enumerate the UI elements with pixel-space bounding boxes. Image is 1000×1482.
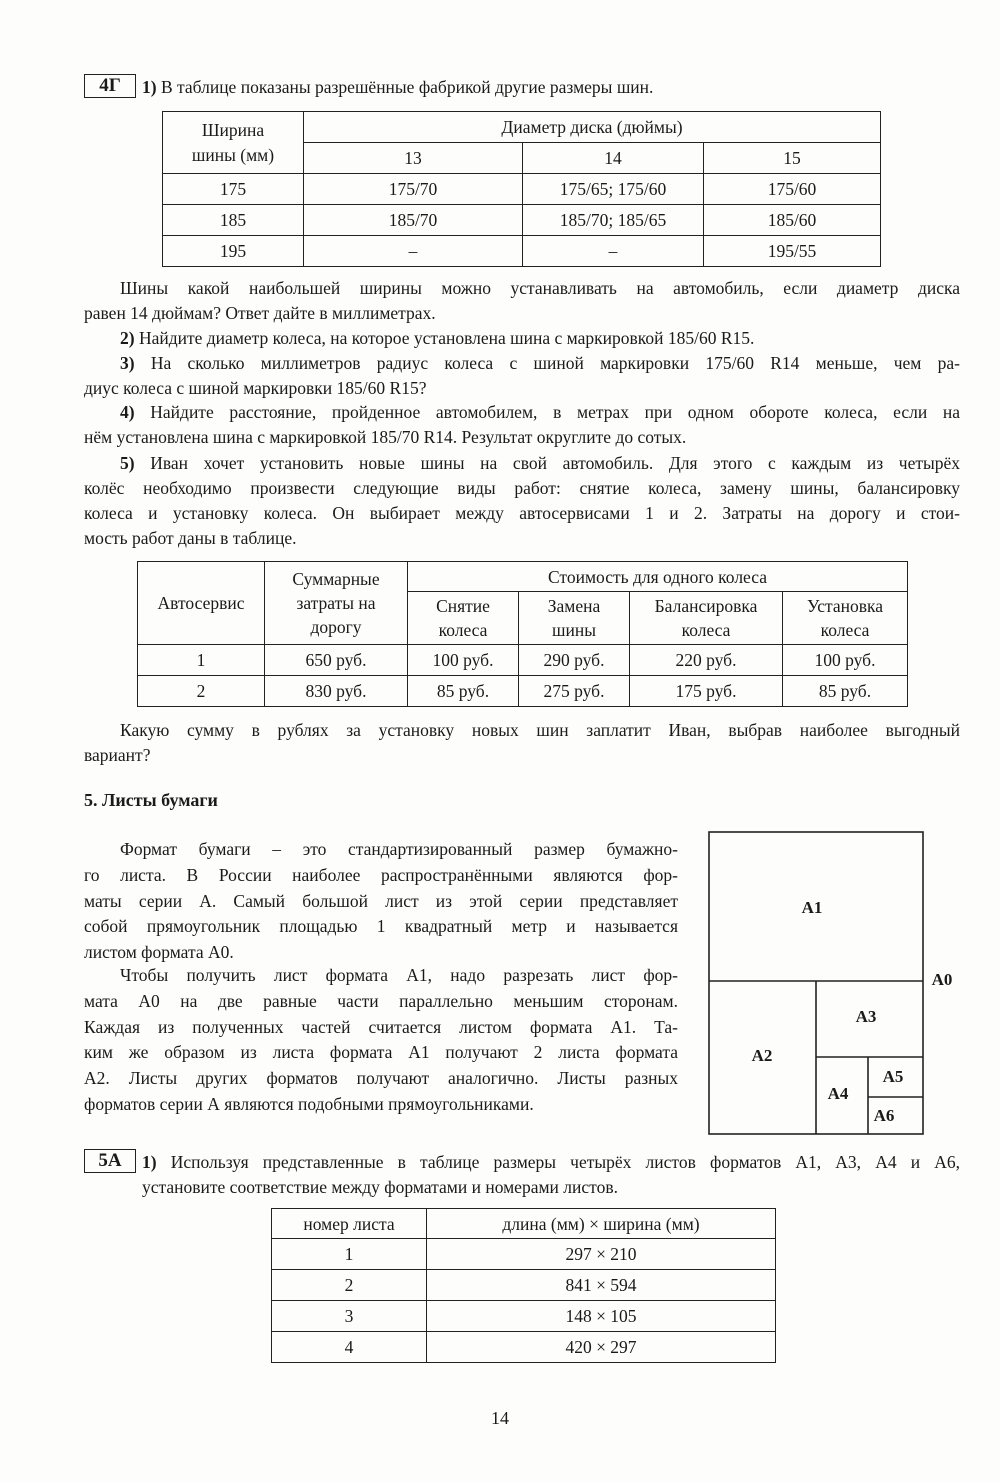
cell: 175 руб. bbox=[630, 676, 783, 707]
cell: 185/60 bbox=[704, 205, 881, 236]
balancing-header bbox=[630, 592, 783, 645]
table-row bbox=[272, 1301, 776, 1332]
cell: 2 bbox=[138, 676, 265, 707]
q3-text: На сколько миллиметров радиус колеса с шиной маркировки 175/60 R14 меньше, чем ра- bbox=[150, 353, 960, 373]
diameter-14: 14 bbox=[523, 143, 704, 174]
q1-question-line: равен 14 дюймам? Ответ дайте в миллиметрах. bbox=[84, 303, 436, 323]
q5-text-line: колёс необходимо произвести следующие виды работ: снятие колеса, замену шины, балансировку bbox=[84, 478, 960, 498]
header-line: колеса bbox=[438, 620, 488, 640]
para-line: Каждая из полученных частей считается листом формата А1. Та- bbox=[84, 1016, 678, 1037]
cell: 2 bbox=[272, 1270, 427, 1301]
replacement-header bbox=[519, 592, 630, 645]
cell: 841 × 594 bbox=[427, 1270, 776, 1301]
cell: 100 руб. bbox=[783, 645, 908, 676]
q1-text: В таблице показаны разрешённые фабрикой другие размеры шин. bbox=[160, 77, 654, 97]
table-row bbox=[163, 236, 881, 267]
table-row bbox=[272, 1239, 776, 1270]
label-a4: А4 bbox=[827, 1084, 849, 1103]
q1-number: 1) bbox=[142, 77, 157, 97]
task4g-q3 bbox=[120, 351, 960, 375]
cell: 148 × 105 bbox=[427, 1301, 776, 1332]
rim-diameter-header: Диаметр диска (дюймы) bbox=[304, 112, 881, 143]
table-row bbox=[163, 205, 881, 236]
header-line: Снятие bbox=[436, 596, 490, 616]
q1-text: Используя представленные в таблице размеры четырёх листов форматов А1, А3, А4 и А6, bbox=[170, 1152, 960, 1172]
service-costs-table bbox=[137, 561, 908, 707]
para-line: ким же образом из листа формата А1 получают 2 листа формата bbox=[84, 1042, 678, 1063]
sheet-size-header: длина (мм) × ширина (мм) bbox=[427, 1209, 776, 1239]
header-line: Балансировка bbox=[654, 596, 758, 616]
para-line: Формат бумаги – это стандартизированный размер бумажно- bbox=[120, 839, 678, 859]
label-a6: А6 bbox=[873, 1106, 895, 1125]
page-number: 14 bbox=[491, 1408, 509, 1428]
task4g-q5 bbox=[120, 451, 960, 475]
header-line: шины bbox=[552, 620, 596, 640]
diameter-15: 15 bbox=[704, 143, 881, 174]
service-header: Автосервис bbox=[138, 562, 265, 645]
diameter-13: 13 bbox=[304, 143, 523, 174]
label-a5: А5 bbox=[882, 1067, 904, 1086]
para-line: Чтобы получить лист формата А1, надо разрезать лист фор- bbox=[120, 965, 678, 985]
cell: – bbox=[523, 236, 704, 267]
paper-format-diagram bbox=[700, 825, 970, 1145]
cell: 220 руб. bbox=[630, 645, 783, 676]
section-heading: 5. Листы бумаги bbox=[84, 790, 218, 810]
task-tag-4g: 4Г bbox=[84, 74, 136, 98]
sheet-number-header: номер листа bbox=[272, 1209, 427, 1239]
q3-number: 3) bbox=[120, 353, 135, 373]
paragraph-1 bbox=[84, 837, 678, 966]
q5-question-line: Какую сумму в рублях за установку новых шин заплатит Иван, выбрав наиболее выгодный bbox=[120, 720, 960, 740]
cell: – bbox=[304, 236, 523, 267]
task4g-q1 bbox=[142, 75, 653, 99]
cell: 175/60 bbox=[704, 174, 881, 205]
header-line: колеса bbox=[820, 620, 870, 640]
header-line: шины (мм) bbox=[191, 144, 275, 165]
cell: 175/70 bbox=[304, 174, 523, 205]
cell: 4 bbox=[272, 1332, 427, 1363]
header-line: Установка bbox=[806, 596, 884, 616]
tire-width-header bbox=[163, 112, 304, 174]
q5-question-line: вариант? bbox=[84, 745, 151, 765]
task4g-q4 bbox=[120, 400, 960, 424]
q4-number: 4) bbox=[120, 402, 135, 422]
task-tag-5a: 5А bbox=[84, 1149, 136, 1173]
cell: 100 руб. bbox=[408, 645, 519, 676]
para-line: собой прямоугольник площадью 1 квадратный метр и называется bbox=[84, 916, 678, 937]
table-row bbox=[163, 174, 881, 205]
tire-sizes-table bbox=[162, 111, 881, 267]
q5-text: Иван хочет установить новые шины на свой автомобиль. Для этого с каждым из четырёх bbox=[150, 453, 961, 473]
q1-number: 1) bbox=[142, 1152, 157, 1172]
sheet-sizes-table bbox=[271, 1208, 776, 1363]
cell: 1 bbox=[272, 1239, 427, 1270]
cell: 3 bbox=[272, 1301, 427, 1332]
label-a3: А3 bbox=[855, 1007, 877, 1026]
header-line: Суммарные bbox=[292, 569, 380, 589]
q5-number: 5) bbox=[120, 453, 135, 473]
table-row bbox=[272, 1332, 776, 1363]
task5a-q1 bbox=[142, 1150, 960, 1175]
task4g-q2 bbox=[120, 326, 960, 350]
cell: 195 bbox=[163, 236, 304, 267]
installation-header bbox=[783, 592, 908, 645]
para-line: листом формата А0. bbox=[84, 942, 234, 963]
label-a0: А0 bbox=[931, 970, 953, 989]
header-line: затраты на bbox=[296, 593, 376, 613]
cell: 85 руб. bbox=[783, 676, 908, 707]
q2-number: 2) bbox=[120, 328, 135, 348]
para-line: форматов серии А являются подобными прямоугольниками. bbox=[84, 1093, 534, 1114]
para-line: го листа. В России наиболее распространёнными являются фор- bbox=[84, 864, 678, 885]
header-line: Ширина bbox=[201, 119, 265, 140]
label-a2: А2 bbox=[751, 1046, 773, 1065]
label-a1: А1 bbox=[801, 898, 823, 917]
cell: 650 руб. bbox=[265, 645, 408, 676]
cell: 85 руб. bbox=[408, 676, 519, 707]
q5-text-line: мость работ даны в таблице. bbox=[84, 528, 297, 548]
para-line: А2. Листы других форматов получают аналогично. Листы разных bbox=[84, 1068, 678, 1089]
para-line: маты серии А. Самый большой лист из этой серии представляет bbox=[84, 890, 678, 911]
per-wheel-cost-header: Стоимость для одного колеса bbox=[408, 562, 908, 592]
header-line: колеса bbox=[681, 620, 731, 640]
cell: 275 руб. bbox=[519, 676, 630, 707]
q4-text: Найдите расстояние, пройденное автомобилем, в метрах при одном обороте колеса, если на bbox=[150, 402, 960, 422]
paragraph-2 bbox=[84, 963, 678, 1118]
table-row bbox=[138, 676, 908, 707]
cell: 195/55 bbox=[704, 236, 881, 267]
task5a-q1-line2: установите соответствие между форматами и номерами листов. bbox=[142, 1177, 618, 1197]
cell: 185/70; 185/65 bbox=[523, 205, 704, 236]
cell: 297 × 210 bbox=[427, 1239, 776, 1270]
q5-text-line: колеса и установку колеса. Он выбирает между автосервисами 1 и 2. Затраты на дорогу и стои- bbox=[84, 503, 960, 523]
table-row bbox=[138, 645, 908, 676]
header-line: Замена bbox=[547, 596, 601, 616]
travel-cost-header bbox=[265, 562, 408, 645]
cell: 175/65; 175/60 bbox=[523, 174, 704, 205]
cell: 830 руб. bbox=[265, 676, 408, 707]
cell: 185/70 bbox=[304, 205, 523, 236]
cell: 290 руб. bbox=[519, 645, 630, 676]
cell: 420 × 297 bbox=[427, 1332, 776, 1363]
header-line: дорогу bbox=[310, 617, 362, 637]
q3-text-line: диус колеса с шиной маркировки 185/60 R15? bbox=[84, 378, 427, 398]
para-line: мата А0 на две равные части параллельно меньшим сторонам. bbox=[84, 990, 678, 1011]
q4-text-line: нём установлена шина с маркировкой 185/70 R14. Результат округлите до сотых. bbox=[84, 427, 687, 447]
removal-header bbox=[408, 592, 519, 645]
q1-question-line: Шины какой наибольшей ширины можно устанавливать на автомобиль, если диаметр диска bbox=[120, 278, 960, 298]
cell: 185 bbox=[163, 205, 304, 236]
cell: 1 bbox=[138, 645, 265, 676]
q2-text: Найдите диаметр колеса, на которое установлена шина с маркировкой 185/60 R15. bbox=[138, 328, 755, 348]
table-row bbox=[272, 1270, 776, 1301]
cell: 175 bbox=[163, 174, 304, 205]
